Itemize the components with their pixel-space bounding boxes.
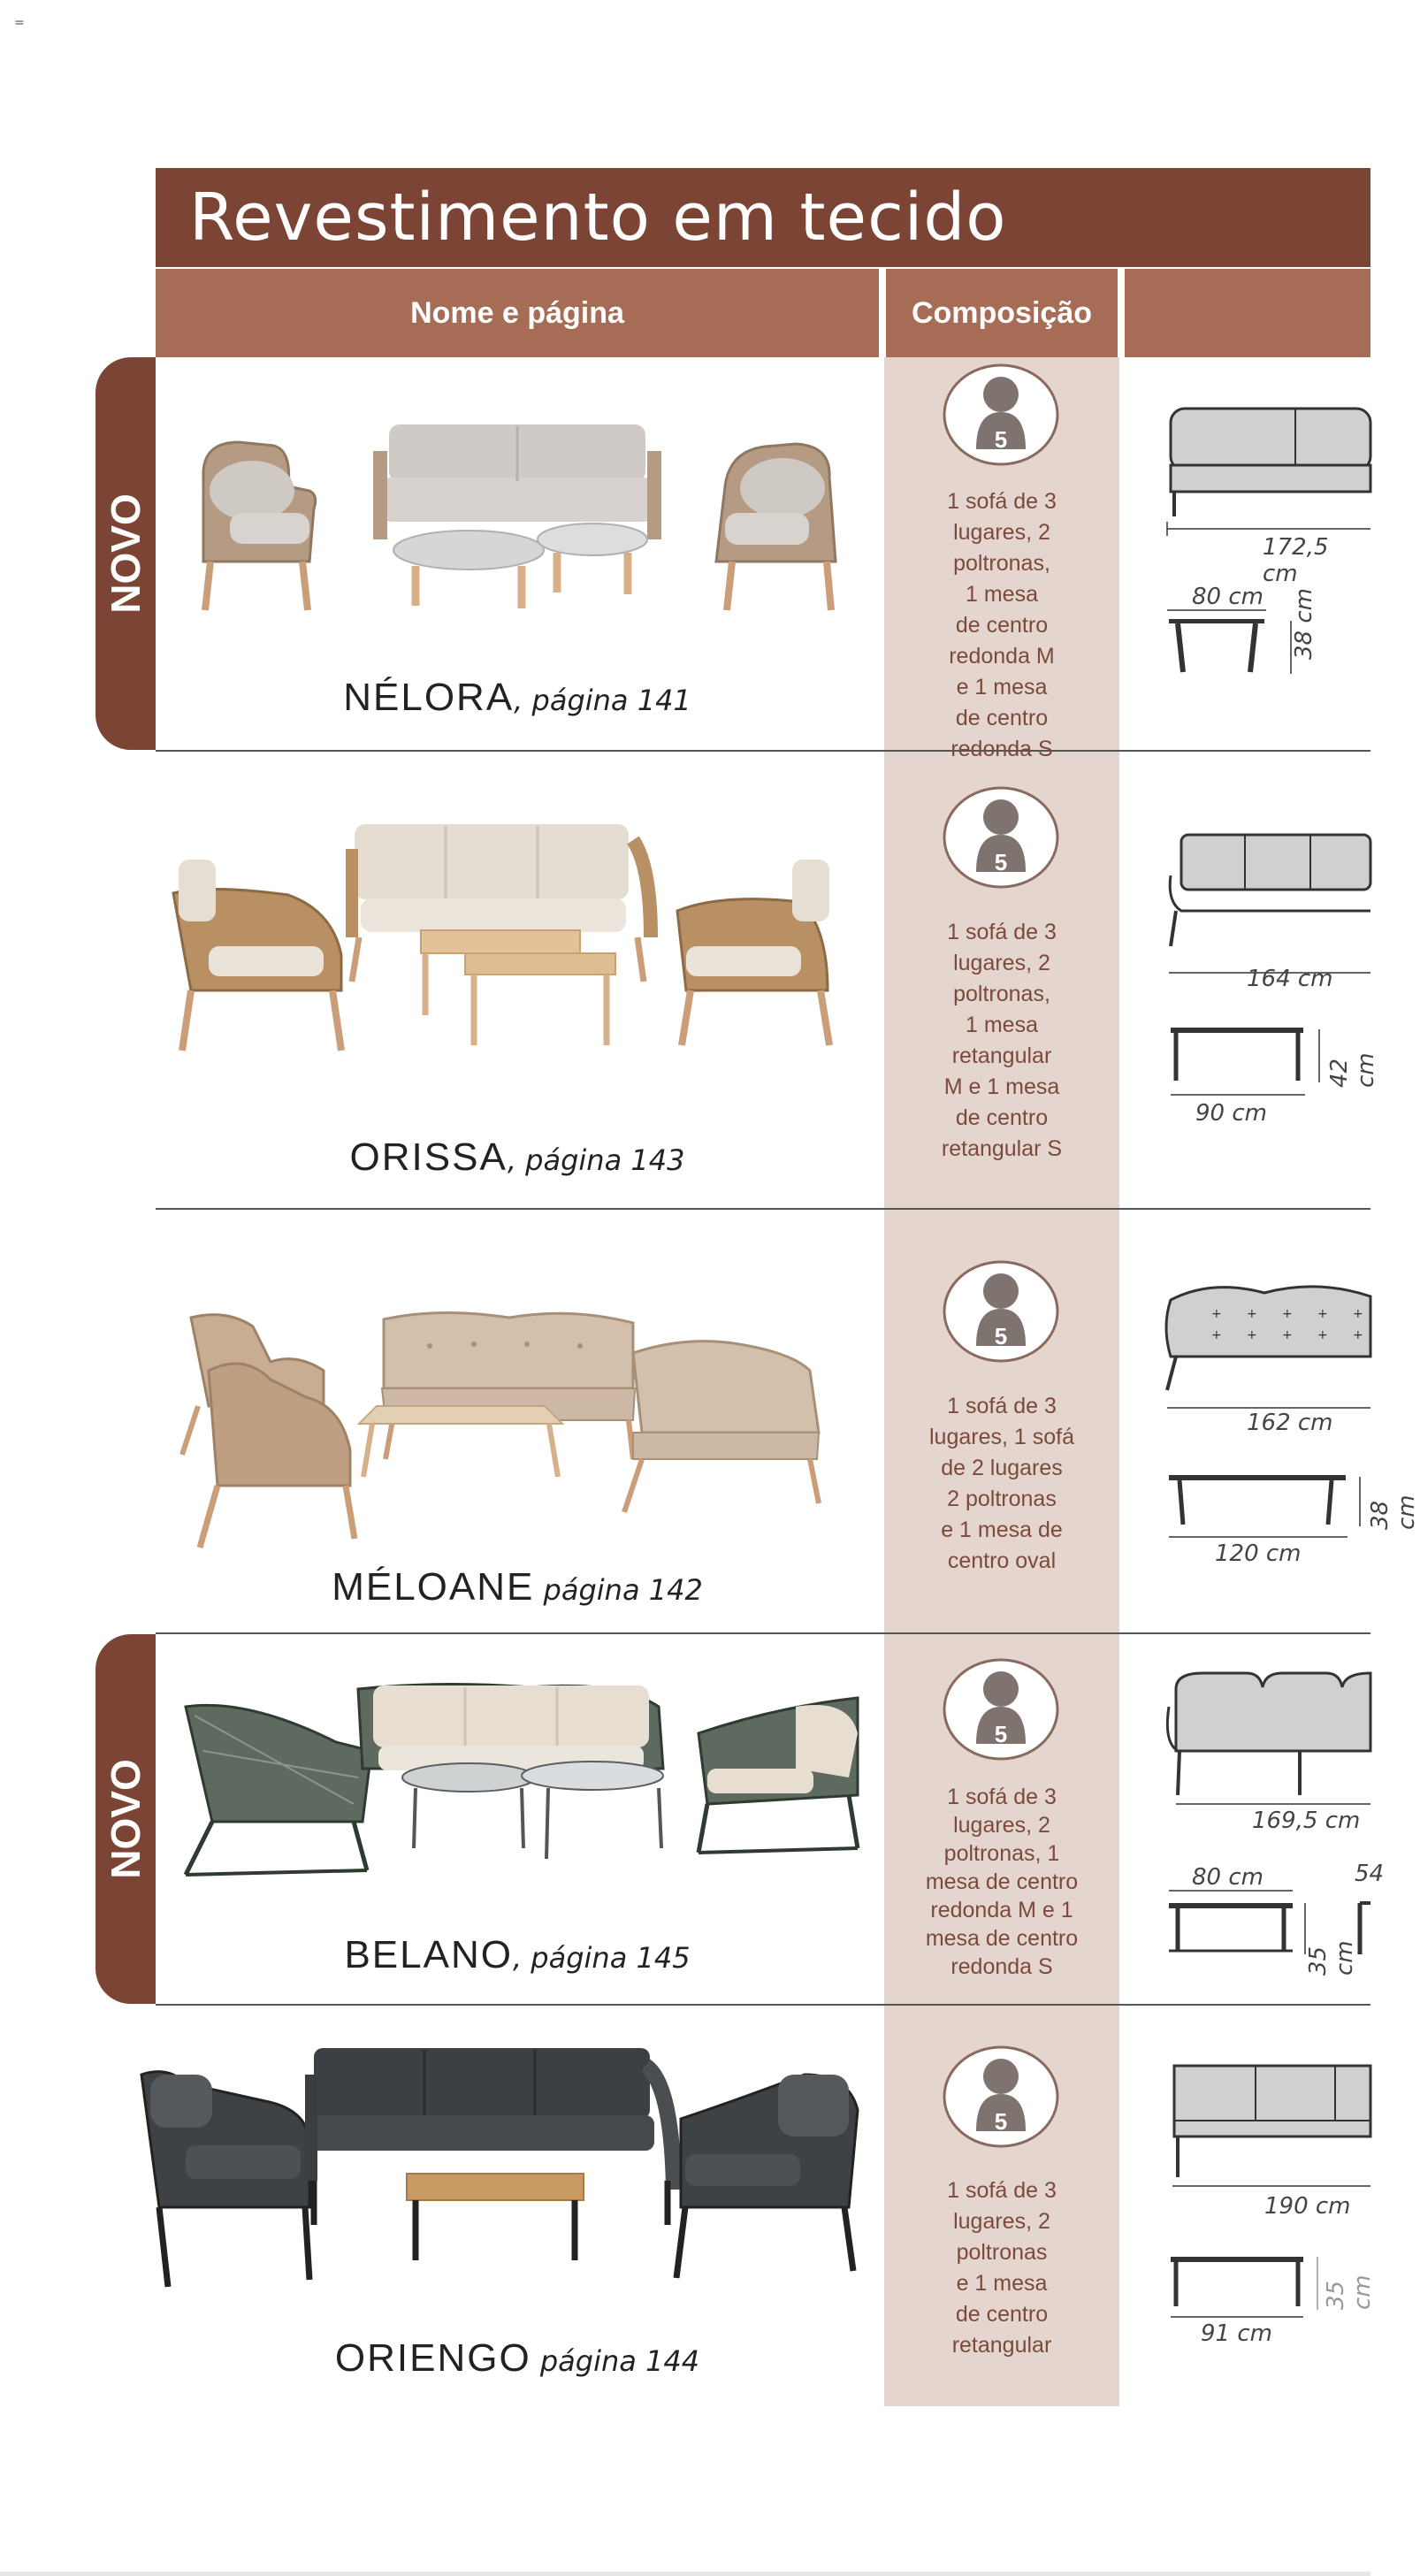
product-name-meloane — [156, 1565, 879, 1609]
dim-table-height: 38 cm — [1367, 1494, 1420, 1530]
meloane-product-photo — [173, 1300, 863, 1556]
seat-count: 5 — [994, 1721, 1008, 1747]
product-title: ORISSA — [349, 1135, 508, 1179]
composition-belano: 1 sofá de 3 lugares, 2 poltronas, 1 mesa de centro redonda M e 1 mesa de centro redonda S — [925, 1785, 1079, 1979]
dim-sofa-width: 190 cm — [1264, 2193, 1351, 2220]
dim-table-width: 80 cm — [1192, 584, 1263, 610]
header-composition: Composição — [886, 269, 1118, 357]
dim-table-height: 38 cm — [1291, 588, 1317, 660]
composition-nelora: 1 sofá de 3 lugares, 2 poltronas, 1 mesa de centro redonda M e 1 mesa de centro redonda S — [947, 489, 1057, 761]
header-dimensions — [1125, 269, 1370, 357]
product-name-belano — [156, 1933, 879, 1977]
dim-table-width: 120 cm — [1215, 1540, 1302, 1567]
person-seat-icon — [941, 2045, 1061, 2149]
composition-meloane: 1 sofá de 3 lugares, 1 sofá de 2 lugares 2 poltronas e 1 mesa de centro oval — [929, 1394, 1074, 1573]
svg-text:+: + — [1317, 1328, 1328, 1342]
composition-orissa: 1 sofá de 3 lugares, 2 poltronas, 1 mesa retangular M e 1 mesa de centro retangular S — [941, 920, 1063, 1161]
person-seat-icon — [941, 785, 1061, 890]
person-seat-icon — [941, 1259, 1061, 1364]
product-page: página 144 — [539, 2344, 700, 2378]
dim-sofa-width: 169,5 cm — [1252, 1808, 1361, 1834]
dim-table-width: 91 cm — [1201, 2320, 1272, 2347]
name-separator: , — [507, 1143, 526, 1177]
svg-text:+: + — [1247, 1307, 1257, 1321]
composition-oriengo: 1 sofá de 3 lugares, 2 poltronas e 1 mesa de centro retangular — [947, 2178, 1057, 2358]
product-page: página 145 — [531, 1941, 691, 1975]
product-name-nelora — [156, 676, 879, 720]
name-separator: , — [514, 684, 532, 717]
product-page: página 141 — [531, 684, 691, 717]
svg-text:+: + — [1211, 1307, 1222, 1321]
product-page: página 143 — [525, 1143, 685, 1177]
product-title: BELANO — [344, 1933, 513, 1976]
belano-product-photo — [177, 1671, 867, 1892]
seat-count: 5 — [994, 426, 1008, 453]
dim-side-table-width: 54 — [1355, 1861, 1385, 1887]
header-name-page: Nome e página — [156, 269, 879, 357]
svg-text:+: + — [1317, 1307, 1328, 1321]
svg-text:+: + — [1353, 1307, 1363, 1321]
dim-table-height: 42 cm — [1326, 1052, 1379, 1088]
row-divider — [156, 1632, 1370, 1634]
new-tab-label: NOVO — [103, 1759, 149, 1879]
orissa-product-photo — [156, 814, 872, 1061]
name-separator — [531, 2344, 540, 2378]
product-name-oriengo — [156, 2336, 879, 2381]
nelora-product-photo — [177, 407, 858, 637]
product-page: página 142 — [543, 1573, 703, 1607]
name-separator: , — [512, 1941, 531, 1975]
seat-count: 5 — [994, 849, 1008, 875]
name-separator — [534, 1573, 543, 1607]
dim-table-width: 90 cm — [1195, 1100, 1267, 1127]
person-seat-icon — [941, 363, 1061, 467]
svg-text:+: + — [1247, 1328, 1257, 1342]
row-divider — [156, 2004, 1370, 2006]
new-tab-label: NOVO — [103, 493, 149, 614]
dim-sofa-width: 162 cm — [1247, 1410, 1333, 1436]
person-seat-icon — [941, 1657, 1061, 1762]
page-bottom-edge — [0, 2572, 1370, 2576]
row-divider — [156, 750, 1370, 752]
product-title: MÉLOANE — [332, 1565, 535, 1609]
seat-count: 5 — [994, 2108, 1008, 2135]
dim-sofa-width: 172,5 cm — [1263, 534, 1329, 587]
svg-text:+: + — [1282, 1328, 1293, 1342]
product-title: ORIENGO — [334, 2336, 531, 2380]
dim-table-height: 35 cm — [1305, 1940, 1358, 1976]
dim-table-width: 80 cm — [1192, 1864, 1263, 1891]
dim-table-height: 35 cm — [1323, 2274, 1376, 2310]
product-title: NÉLORA — [343, 676, 515, 719]
row-divider — [156, 1208, 1370, 1210]
seat-count: 5 — [994, 1323, 1008, 1349]
new-tab-nelora — [95, 357, 156, 750]
svg-text:+: + — [1282, 1307, 1293, 1321]
product-name-orissa — [156, 1135, 879, 1180]
svg-text:+: + — [1211, 1328, 1222, 1342]
new-tab-belano — [95, 1634, 156, 2004]
dim-sofa-width: 164 cm — [1247, 966, 1333, 992]
corner-mark: = — [14, 16, 25, 30]
page-title: Revestimento em tecido — [189, 180, 1007, 256]
oriengo-product-photo — [133, 2039, 875, 2296]
svg-text:+: + — [1353, 1328, 1363, 1342]
